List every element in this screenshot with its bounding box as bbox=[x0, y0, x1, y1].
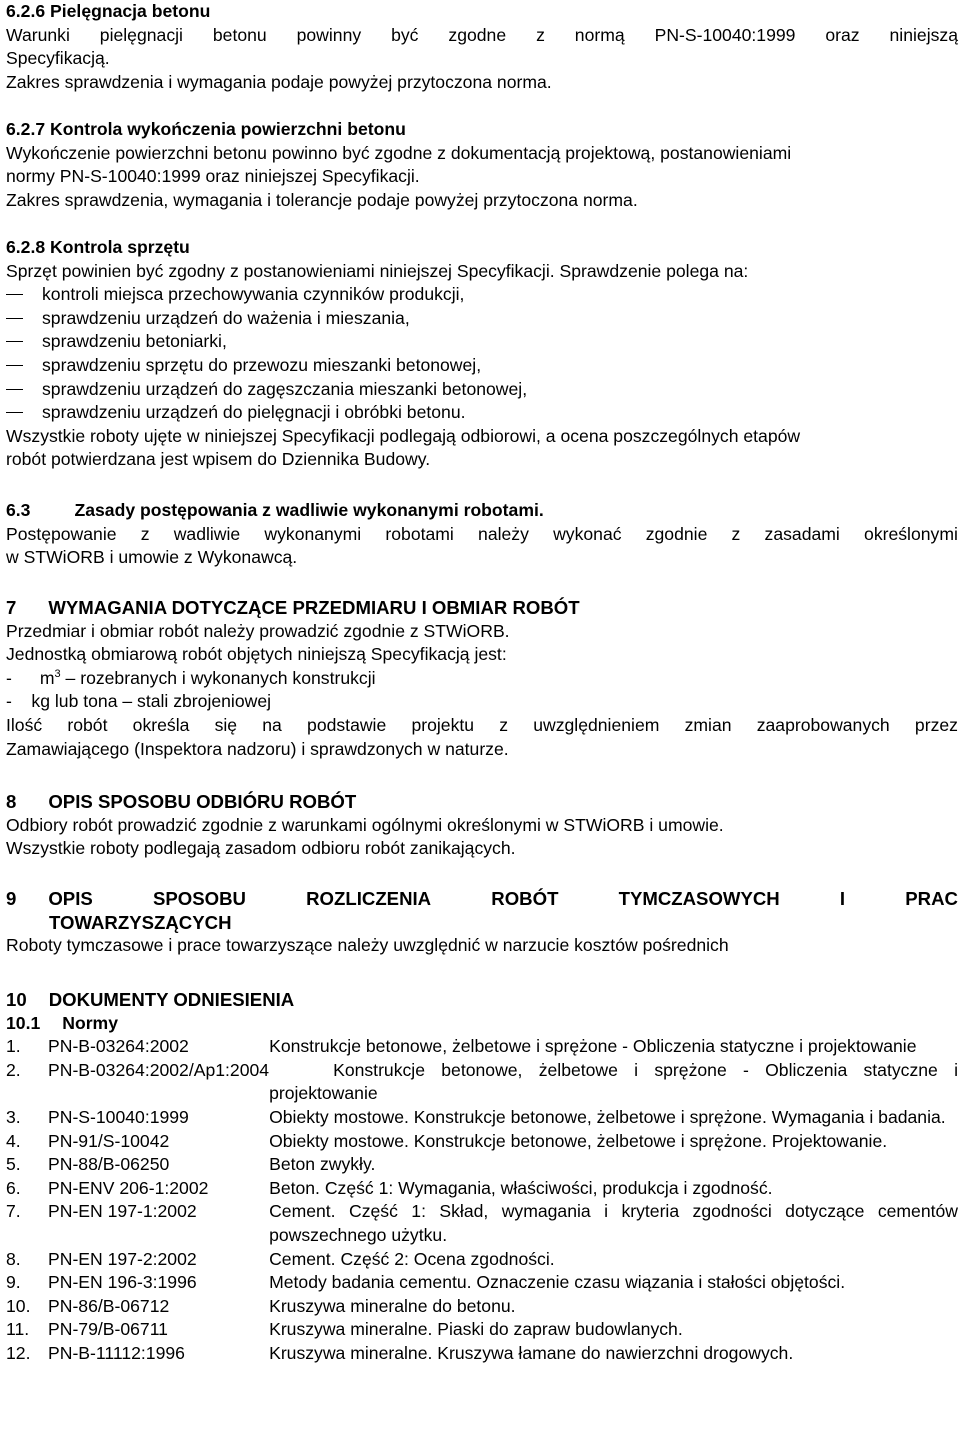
heading-number: 10 bbox=[6, 989, 27, 1010]
heading-number: 7 bbox=[6, 597, 17, 618]
norm-row bbox=[6, 1130, 958, 1154]
heading-number: 8 bbox=[6, 791, 17, 812]
norm-number: 11. bbox=[6, 1319, 30, 1340]
paragraph-line: w STWiORB i umowie z Wykonawcą. bbox=[6, 547, 298, 568]
heading-number: 6.3 bbox=[6, 500, 31, 520]
heading-9-continued: TOWARZYSZĄCYCH bbox=[49, 911, 232, 933]
norm-description: Cement. Część 2: Ocena zgodności. bbox=[269, 1248, 555, 1269]
norm-row bbox=[6, 1318, 958, 1342]
section-6-2-6 bbox=[6, 0, 958, 94]
norm-description: Beton. Część 1: Wymagania, właściwości, produkcja i zgodność. bbox=[269, 1177, 773, 1198]
paragraph-line: Wykończenie powierzchni betonu powinno być zgodne z dokumentacją projektową, postanowieniami bbox=[6, 142, 792, 163]
list-item-text: sprawdzeniu urządzeń do pielęgnacji i obróbki betonu. bbox=[42, 402, 466, 423]
paragraph-line: Zamawiającego (Inspektora nadzoru) i sprawdzonych w naturze. bbox=[6, 738, 509, 759]
norms-table bbox=[6, 1035, 958, 1365]
norm-row bbox=[6, 1295, 958, 1319]
dash-bullet bbox=[6, 365, 23, 366]
norm-number: 6. bbox=[6, 1177, 21, 1198]
norm-description: Obiekty mostowe. Konstrukcje betonowe, żelbetowe i sprężone. Projektowanie. bbox=[269, 1130, 888, 1151]
norm-code: PN-EN 197-1:2002 bbox=[48, 1201, 197, 1222]
list-item-text: sprawdzeniu urządzeń do zagęszczania mieszanki betonowej, bbox=[42, 378, 528, 399]
norm-code: PN-EN 196-3:1996 bbox=[48, 1272, 197, 1293]
dash-bullet bbox=[6, 294, 23, 295]
list-item bbox=[6, 330, 958, 354]
heading-10 bbox=[6, 988, 958, 1012]
paragraph-line: Jednostką obmiarową robót objętych niniejszą Specyfikacją jest: bbox=[6, 644, 507, 665]
list-item bbox=[6, 307, 958, 331]
norm-row bbox=[6, 1153, 958, 1177]
norm-row bbox=[6, 1177, 958, 1201]
section-10 bbox=[6, 988, 958, 1366]
dash-bullet bbox=[6, 318, 23, 319]
norm-description: Beton zwykły. bbox=[269, 1154, 376, 1175]
norm-number: 7. bbox=[6, 1201, 21, 1222]
superscript: 3 bbox=[54, 667, 61, 680]
norm-row bbox=[6, 1035, 958, 1059]
norm-row bbox=[6, 1059, 958, 1106]
paragraph-line: Specyfikacją. bbox=[6, 48, 110, 69]
norm-number: 3. bbox=[6, 1106, 21, 1127]
heading-7 bbox=[6, 596, 958, 620]
paragraph-line: Postępowanie z wadliwie wykonanymi robotami należy wykonać zgodnie z zasadami określonymi bbox=[6, 523, 958, 544]
heading-10-1 bbox=[6, 1012, 958, 1036]
norm-code: PN-88/B-06250 bbox=[48, 1154, 170, 1175]
heading-title: Normy bbox=[62, 1012, 118, 1033]
norm-description: Kruszywa mineralne do betonu. bbox=[269, 1295, 516, 1316]
heading-title: OPIS SPOSOBU ODBIÓRU ROBÓT bbox=[48, 791, 357, 812]
heading-number: 9 bbox=[6, 888, 17, 909]
norm-code: PN-B-11112:1996 bbox=[48, 1342, 185, 1363]
list-item bbox=[6, 283, 958, 307]
paragraph-line: Roboty tymczasowe i prace towarzyszące należy uwzględnić w narzucie kosztów pośrednich bbox=[6, 935, 729, 956]
list-item bbox=[6, 354, 958, 378]
section-9 bbox=[6, 887, 958, 958]
heading-title: WYMAGANIA DOTYCZĄCE PRZEDMIARU I OBMIAR ROBÓT bbox=[48, 597, 580, 618]
heading-6-2-6: 6.2.6 Pielęgnacja betonu bbox=[6, 1, 211, 21]
norm-row bbox=[6, 1342, 958, 1366]
list-item bbox=[6, 401, 958, 425]
dash-bullet bbox=[6, 412, 23, 413]
unit-item: - $m^3$ – rozebranych i wykonanych konstrukcji bbox=[6, 667, 376, 688]
norm-description: Kruszywa mineralne. Kruszywa łamane do nawierzchni drogowych. bbox=[269, 1342, 794, 1363]
norm-code: PN-B-03264:2002/Ap1:2004 bbox=[48, 1059, 270, 1080]
norm-row bbox=[6, 1106, 958, 1130]
norm-code: PN-79/B-06711 bbox=[48, 1319, 168, 1340]
section-6-2-7 bbox=[6, 118, 958, 212]
norm-description: Cement. Część 1: Skład, wymagania i kryteria zgodności dotyczące cementów powszechnego użytku. bbox=[269, 1201, 958, 1245]
heading-number: 10.1 bbox=[6, 1012, 41, 1033]
paragraph-line: Zakres sprawdzenia, wymagania i tolerancje podaje powyżej przytoczona norma. bbox=[6, 189, 638, 210]
norm-row bbox=[6, 1200, 958, 1247]
paragraph-line: Zakres sprawdzenia i wymagania podaje powyżej przytoczona norma. bbox=[6, 71, 552, 92]
paragraph-line: Wszystkie roboty podlegają zasadom odbioru robót zanikających. bbox=[6, 838, 516, 859]
heading-6-2-8: 6.2.8 Kontrola sprzętu bbox=[6, 237, 190, 257]
norm-code: PN-86/B-06712 bbox=[48, 1295, 170, 1316]
norm-code: PN-B-03264:2002 bbox=[48, 1036, 189, 1057]
list-item-text: kontroli miejsca przechowywania czynników produkcji, bbox=[42, 284, 465, 305]
norm-number: 12. bbox=[6, 1342, 31, 1363]
heading-title: Zasady postępowania z wadliwie wykonanymi robotami. bbox=[74, 500, 544, 520]
paragraph-line: robót potwierdzana jest wpisem do Dziennika Budowy. bbox=[6, 449, 431, 470]
paragraph-line: Warunki pielęgnacji betonu powinny być zgodne z normą PN-S-10040:1999 oraz niniejszą bbox=[6, 24, 958, 48]
list-item-text: sprawdzeniu urządzeń do ważenia i mieszania, bbox=[42, 307, 410, 328]
paragraph-line: Ilość robót określa się na podstawie projektu z uwzględnieniem zmian zaaprobowanych przez bbox=[6, 714, 958, 735]
norm-row bbox=[6, 1271, 958, 1295]
norm-code: PN-S-10040:1999 bbox=[48, 1106, 189, 1127]
norm-code: PN-91/S-10042 bbox=[48, 1130, 170, 1151]
paragraph-line: normy PN-S-10040:1999 oraz niniejszej Specyfikacji. bbox=[6, 166, 420, 187]
norm-description: Konstrukcje betonowe, żelbetowe i sprężone - Obliczenia statyczne i projektowanie bbox=[269, 1036, 917, 1057]
norm-code: PN-EN 197-2:2002 bbox=[48, 1248, 197, 1269]
section-7 bbox=[6, 596, 958, 761]
norm-number: 2. bbox=[6, 1059, 21, 1080]
norm-row bbox=[6, 1248, 958, 1272]
dash-bullet bbox=[6, 389, 23, 390]
section-6-3 bbox=[6, 499, 958, 570]
list-item-text: sprawdzeniu sprzętu do przewozu mieszanki betonowej, bbox=[42, 354, 482, 375]
dash-bullet bbox=[6, 341, 23, 342]
norm-number: 1. bbox=[6, 1036, 21, 1057]
norm-number: 10. bbox=[6, 1295, 31, 1316]
heading-title: DOKUMENTY ODNIESIENIA bbox=[48, 989, 295, 1010]
norm-number: 5. bbox=[6, 1154, 21, 1175]
paragraph-line: Przedmiar i obmiar robót należy prowadzić zgodnie z STWiORB. bbox=[6, 620, 510, 641]
norm-number: 9. bbox=[6, 1272, 21, 1293]
section-8 bbox=[6, 790, 958, 861]
norm-number: 8. bbox=[6, 1248, 21, 1269]
list-item-text: sprawdzeniu betoniarki, bbox=[42, 331, 227, 352]
norm-description: Metody badania cementu. Oznaczenie czasu wiązania i stałości objętości. bbox=[269, 1272, 846, 1293]
paragraph-line: Sprzęt powinien być zgodny z postanowieniami niniejszej Specyfikacji. Sprawdzenie polega na: bbox=[6, 260, 749, 281]
text-fragment: Warunki bbox=[6, 24, 70, 45]
section-6-2-8 bbox=[6, 236, 958, 472]
heading-9: 9 OPIS SPOSOBU ROZLICZENIA ROBÓT TYMCZASOWYCH I PRAC bbox=[6, 888, 958, 909]
norm-number: 4. bbox=[6, 1130, 21, 1151]
unit-item: - kg lub tona – stali zbrojeniowej bbox=[6, 691, 272, 712]
norm-description: Kruszywa mineralne. Piaski do zapraw budowlanych. bbox=[269, 1319, 683, 1340]
heading-8 bbox=[6, 790, 958, 814]
norm-description: Konstrukcje betonowe, żelbetowe i sprężone - Obliczenia statyczne i projektowanie bbox=[269, 1059, 958, 1104]
norm-code: PN-ENV 206-1:2002 bbox=[48, 1177, 209, 1198]
heading-6-2-7: 6.2.7 Kontrola wykończenia powierzchni betonu bbox=[6, 119, 406, 139]
list-item bbox=[6, 378, 958, 402]
paragraph-line: Wszystkie roboty ujęte w niniejszej Specyfikacji podlegają odbiorowi, a ocena poszczególnych etapów bbox=[6, 425, 801, 446]
norm-description: Obiekty mostowe. Konstrukcje betonowe, żelbetowe i sprężone. Wymagania i badania. bbox=[269, 1106, 946, 1127]
heading-6-3 bbox=[6, 499, 958, 523]
paragraph-line: Odbiory robót prowadzić zgodnie z warunkami ogólnymi określonymi w STWiORB i umowie. bbox=[6, 814, 724, 835]
